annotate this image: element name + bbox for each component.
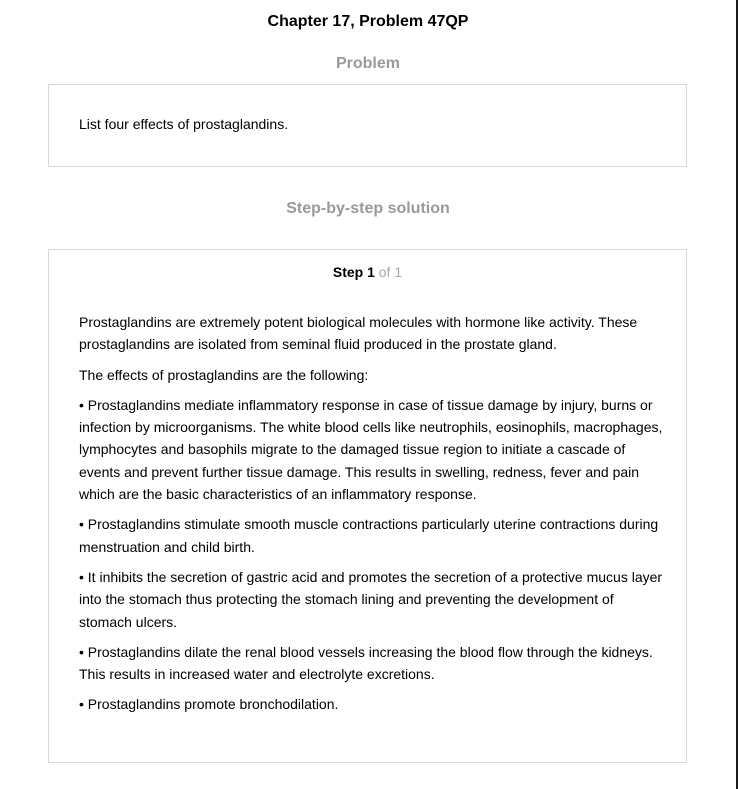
solution-bullet: • Prostaglandins mediate inflammatory response in case of tissue damage by injury, burns or infection by microorganisms. The white blood cells like neutrophils, eosinophils, macrophages, lymphocytes and basophils migrate to the damaged tissue region to initiate a cascade of events and prevent further tissue damage. This results in swelling, redness, fever and pain which are the basic characteristics of an inflammatory response. [79,396,663,503]
page-title: Chapter 17, Problem 47QP [267,13,469,30]
solution-heading: Step-by-step solution [286,200,450,217]
step-count: of 1 [378,264,403,280]
solution-bullet: • Prostaglandins stimulate smooth muscle contractions particularly uterine contractions during menstruation and child birth. [79,516,659,555]
solution-paragraph: The effects of prostaglandins are the following: [79,366,369,383]
solution-paragraph: Prostaglandins are extremely potent biological molecules with hormone like activity. These prostaglandins are isolated from seminal fluid produced in the prostate gland. [79,314,638,353]
problem-heading: Problem [335,55,400,72]
problem-text: List four effects of prostaglandins. [79,116,289,132]
step-header [49,264,686,280]
solution-bullet: • It inhibits the secretion of gastric acid and promotes the secretion of a protective mucus layer into the stomach thus protecting the stomach lining and preventing the development of stomach ulcers. [79,568,663,630]
solution-body [79,311,669,724]
step-label: Step 1 [332,264,375,280]
solution-box [48,249,687,763]
solution-bullet: • Prostaglandins dilate the renal blood vessels increasing the blood flow through the kidneys. This results in increased water and electrolyte excretions. [79,643,653,683]
solution-bullet: • Prostaglandins promote bronchodilation. [79,696,339,713]
problem-box [48,84,687,167]
